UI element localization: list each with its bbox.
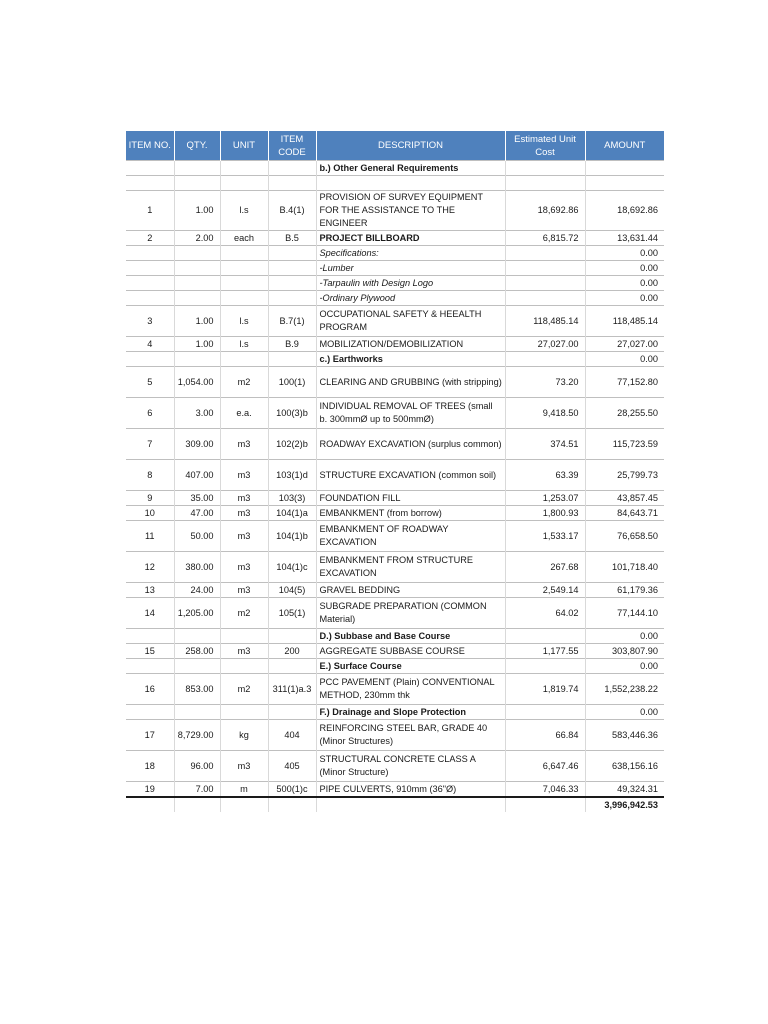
cell-amount: 303,807.90 xyxy=(585,644,664,659)
cell-unit: m3 xyxy=(220,429,268,460)
cell-amount: 27,027.00 xyxy=(585,337,664,352)
cell-description: b.) Other General Requirements xyxy=(316,161,505,176)
cell-qty xyxy=(174,659,220,674)
table-row xyxy=(126,291,664,306)
cell-item-no xyxy=(126,246,174,261)
total-spacer xyxy=(220,797,268,812)
cell-unit: m3 xyxy=(220,460,268,491)
cell-unit xyxy=(220,161,268,176)
cell-qty: 8,729.00 xyxy=(174,720,220,751)
cell-item-code: 405 xyxy=(268,751,316,782)
cell-unit: e.a. xyxy=(220,398,268,429)
cell-description: -Ordinary Plywood xyxy=(316,291,505,306)
cell-description: PCC PAVEMENT (Plain) CONVENTIONAL METHOD, 230mm thk xyxy=(316,674,505,705)
table-row xyxy=(126,751,664,782)
cell-amount xyxy=(585,176,664,191)
total-row xyxy=(126,797,664,812)
cell-amount: 77,144.10 xyxy=(585,598,664,629)
cell-description: STRUCTURAL CONCRETE CLASS A (Minor Structure) xyxy=(316,751,505,782)
cell-item-code xyxy=(268,659,316,674)
cell-unit xyxy=(220,659,268,674)
cell-unit: m3 xyxy=(220,751,268,782)
cell-description: PIPE CULVERTS, 910mm (36"Ø) xyxy=(316,782,505,798)
cell-unit xyxy=(220,352,268,367)
cell-description: MOBILIZATION/DEMOBILIZATION xyxy=(316,337,505,352)
table-row xyxy=(126,306,664,337)
cell-amount: 43,857.45 xyxy=(585,491,664,506)
cell-unit: m3 xyxy=(220,521,268,552)
cell-estimated-unit-cost xyxy=(505,352,585,367)
cell-item-code: 500(1)c xyxy=(268,782,316,798)
cell-estimated-unit-cost: 374.51 xyxy=(505,429,585,460)
cell-unit xyxy=(220,629,268,644)
cell-amount: 115,723.59 xyxy=(585,429,664,460)
header-row xyxy=(126,131,664,161)
cell-unit: l.s xyxy=(220,191,268,231)
table-row xyxy=(126,782,664,798)
cell-estimated-unit-cost: 1,819.74 xyxy=(505,674,585,705)
cell-unit: l.s xyxy=(220,306,268,337)
cell-item-no: 6 xyxy=(126,398,174,429)
header-estimated-unit-cost: Estimated Unit Cost xyxy=(505,131,585,161)
cell-amount: 0.00 xyxy=(585,705,664,720)
cell-item-code xyxy=(268,291,316,306)
cell-estimated-unit-cost: 1,177.55 xyxy=(505,644,585,659)
cell-unit xyxy=(220,276,268,291)
cell-unit xyxy=(220,261,268,276)
cell-item-no: 12 xyxy=(126,552,174,583)
cell-description: AGGREGATE SUBBASE COURSE xyxy=(316,644,505,659)
grand-total: 3,996,942.53 xyxy=(585,797,664,812)
cell-description: CLEARING AND GRUBBING (with stripping) xyxy=(316,367,505,398)
cell-qty xyxy=(174,246,220,261)
cell-estimated-unit-cost xyxy=(505,261,585,276)
cell-estimated-unit-cost xyxy=(505,291,585,306)
cell-item-code: 311(1)a.3 xyxy=(268,674,316,705)
cell-estimated-unit-cost xyxy=(505,161,585,176)
cell-item-code: 102(2)b xyxy=(268,429,316,460)
cell-qty: 1,054.00 xyxy=(174,367,220,398)
cell-qty: 50.00 xyxy=(174,521,220,552)
cell-estimated-unit-cost xyxy=(505,629,585,644)
cell-description: STRUCTURE EXCAVATION (common soil) xyxy=(316,460,505,491)
cell-item-no: 16 xyxy=(126,674,174,705)
section-row xyxy=(126,629,664,644)
cell-item-no: 19 xyxy=(126,782,174,798)
cell-description: REINFORCING STEEL BAR, GRADE 40 (Minor Structures) xyxy=(316,720,505,751)
cell-estimated-unit-cost: 6,815.72 xyxy=(505,231,585,246)
cell-item-code: 100(3)b xyxy=(268,398,316,429)
cell-qty: 1.00 xyxy=(174,191,220,231)
cell-description: ROADWAY EXCAVATION (surplus common) xyxy=(316,429,505,460)
cell-item-code: B.9 xyxy=(268,337,316,352)
cell-item-code xyxy=(268,246,316,261)
cell-amount: 0.00 xyxy=(585,261,664,276)
cell-item-code: B.4(1) xyxy=(268,191,316,231)
cell-unit: m3 xyxy=(220,506,268,521)
table-row xyxy=(126,398,664,429)
header-amount: AMOUNT xyxy=(585,131,664,161)
cell-description: PROVISION OF SURVEY EQUIPMENT FOR THE ASSISTANCE TO THE ENGINEER xyxy=(316,191,505,231)
total-spacer xyxy=(505,797,585,812)
header-item-no: ITEM NO. xyxy=(126,131,174,161)
table-row xyxy=(126,429,664,460)
header-qty: QTY. xyxy=(174,131,220,161)
cell-estimated-unit-cost: 7,046.33 xyxy=(505,782,585,798)
cell-description: EMBANKMENT OF ROADWAY EXCAVATION xyxy=(316,521,505,552)
cell-qty xyxy=(174,352,220,367)
boq-body xyxy=(126,161,664,798)
cell-item-code: 404 xyxy=(268,720,316,751)
table-row xyxy=(126,583,664,598)
cell-qty: 47.00 xyxy=(174,506,220,521)
cell-item-no: 11 xyxy=(126,521,174,552)
cell-amount: 0.00 xyxy=(585,276,664,291)
header-description: DESCRIPTION xyxy=(316,131,505,161)
cell-qty: 258.00 xyxy=(174,644,220,659)
cell-estimated-unit-cost: 1,253.07 xyxy=(505,491,585,506)
cell-estimated-unit-cost xyxy=(505,659,585,674)
cell-amount: 118,485.14 xyxy=(585,306,664,337)
total-spacer xyxy=(126,797,174,812)
cell-qty xyxy=(174,176,220,191)
cell-item-no: 17 xyxy=(126,720,174,751)
section-row xyxy=(126,705,664,720)
cell-item-no: 4 xyxy=(126,337,174,352)
cell-qty: 309.00 xyxy=(174,429,220,460)
cell-unit: m xyxy=(220,782,268,798)
cell-description: F.) Drainage and Slope Protection xyxy=(316,705,505,720)
cell-item-no xyxy=(126,176,174,191)
cell-qty: 3.00 xyxy=(174,398,220,429)
header-unit: UNIT xyxy=(220,131,268,161)
cell-estimated-unit-cost xyxy=(505,176,585,191)
cell-estimated-unit-cost: 18,692.86 xyxy=(505,191,585,231)
cell-estimated-unit-cost: 64.02 xyxy=(505,598,585,629)
table-row xyxy=(126,720,664,751)
cell-qty: 1,205.00 xyxy=(174,598,220,629)
cell-description: FOUNDATION FILL xyxy=(316,491,505,506)
table-row xyxy=(126,191,664,231)
cell-amount: 18,692.86 xyxy=(585,191,664,231)
cell-amount xyxy=(585,161,664,176)
cell-unit xyxy=(220,246,268,261)
cell-qty: 853.00 xyxy=(174,674,220,705)
cell-qty xyxy=(174,705,220,720)
cell-qty xyxy=(174,161,220,176)
table-row xyxy=(126,552,664,583)
cell-description: GRAVEL BEDDING xyxy=(316,583,505,598)
cell-estimated-unit-cost: 73.20 xyxy=(505,367,585,398)
header-item-code: ITEM CODE xyxy=(268,131,316,161)
cell-unit: m3 xyxy=(220,583,268,598)
cell-qty: 1.00 xyxy=(174,306,220,337)
cell-item-code xyxy=(268,176,316,191)
cell-estimated-unit-cost xyxy=(505,705,585,720)
cell-estimated-unit-cost: 267.68 xyxy=(505,552,585,583)
cell-amount: 25,799.73 xyxy=(585,460,664,491)
cell-item-code: B.7(1) xyxy=(268,306,316,337)
table-row xyxy=(126,176,664,191)
cell-qty xyxy=(174,291,220,306)
cell-amount: 101,718.40 xyxy=(585,552,664,583)
cell-description: c.) Earthworks xyxy=(316,352,505,367)
cell-estimated-unit-cost xyxy=(505,276,585,291)
table-row xyxy=(126,367,664,398)
cell-item-code xyxy=(268,276,316,291)
cell-unit: each xyxy=(220,231,268,246)
cell-item-no xyxy=(126,261,174,276)
cell-amount: 0.00 xyxy=(585,659,664,674)
table-row xyxy=(126,674,664,705)
cell-item-no: 3 xyxy=(126,306,174,337)
cell-amount: 0.00 xyxy=(585,291,664,306)
cell-amount: 61,179.36 xyxy=(585,583,664,598)
cell-unit: m3 xyxy=(220,491,268,506)
cell-item-code: B.5 xyxy=(268,231,316,246)
cell-item-no: 8 xyxy=(126,460,174,491)
cell-unit: m2 xyxy=(220,367,268,398)
cell-qty: 407.00 xyxy=(174,460,220,491)
cell-description: D.) Subbase and Base Course xyxy=(316,629,505,644)
cell-item-code: 104(1)b xyxy=(268,521,316,552)
cell-qty xyxy=(174,629,220,644)
table-row xyxy=(126,644,664,659)
cell-description xyxy=(316,176,505,191)
cell-item-code xyxy=(268,629,316,644)
cell-estimated-unit-cost: 2,549.14 xyxy=(505,583,585,598)
table-row xyxy=(126,231,664,246)
cell-item-no xyxy=(126,659,174,674)
cell-amount: 0.00 xyxy=(585,352,664,367)
cell-description: PROJECT BILLBOARD xyxy=(316,231,505,246)
cell-amount: 0.00 xyxy=(585,629,664,644)
cell-qty: 1.00 xyxy=(174,337,220,352)
cell-item-code: 100(1) xyxy=(268,367,316,398)
cell-item-code: 105(1) xyxy=(268,598,316,629)
cell-amount: 28,255.50 xyxy=(585,398,664,429)
cell-item-code xyxy=(268,161,316,176)
cell-item-no: 14 xyxy=(126,598,174,629)
cell-amount: 84,643.71 xyxy=(585,506,664,521)
cell-unit: l.s xyxy=(220,337,268,352)
section-row xyxy=(126,161,664,176)
cell-item-code: 103(1)d xyxy=(268,460,316,491)
table-row xyxy=(126,506,664,521)
cell-amount: 49,324.31 xyxy=(585,782,664,798)
cell-qty: 380.00 xyxy=(174,552,220,583)
cell-item-code: 200 xyxy=(268,644,316,659)
bill-of-quantities-sheet xyxy=(126,131,664,812)
cell-unit xyxy=(220,176,268,191)
cell-item-no: 5 xyxy=(126,367,174,398)
cell-qty xyxy=(174,261,220,276)
cell-description: -Lumber xyxy=(316,261,505,276)
cell-amount: 77,152.80 xyxy=(585,367,664,398)
cell-estimated-unit-cost: 63.39 xyxy=(505,460,585,491)
cell-item-no xyxy=(126,161,174,176)
cell-item-code xyxy=(268,352,316,367)
cell-unit: m3 xyxy=(220,644,268,659)
table-row xyxy=(126,460,664,491)
table-row xyxy=(126,246,664,261)
cell-item-no xyxy=(126,705,174,720)
cell-description: Specifications: xyxy=(316,246,505,261)
cell-amount: 638,156.16 xyxy=(585,751,664,782)
table-row xyxy=(126,337,664,352)
cell-item-code: 104(5) xyxy=(268,583,316,598)
cell-item-code: 104(1)c xyxy=(268,552,316,583)
cell-estimated-unit-cost: 27,027.00 xyxy=(505,337,585,352)
table-row xyxy=(126,521,664,552)
table-row xyxy=(126,276,664,291)
cell-item-no xyxy=(126,629,174,644)
section-row xyxy=(126,352,664,367)
cell-estimated-unit-cost xyxy=(505,246,585,261)
cell-estimated-unit-cost: 66.84 xyxy=(505,720,585,751)
cell-item-code xyxy=(268,261,316,276)
cell-unit: m2 xyxy=(220,598,268,629)
cell-amount: 583,446.36 xyxy=(585,720,664,751)
table-row xyxy=(126,598,664,629)
cell-item-code: 103(3) xyxy=(268,491,316,506)
cell-amount: 76,658.50 xyxy=(585,521,664,552)
cell-qty: 96.00 xyxy=(174,751,220,782)
cell-item-no xyxy=(126,352,174,367)
cell-estimated-unit-cost: 1,533.17 xyxy=(505,521,585,552)
cell-qty: 7.00 xyxy=(174,782,220,798)
cell-description: -Tarpaulin with Design Logo xyxy=(316,276,505,291)
total-spacer xyxy=(316,797,505,812)
cell-item-no: 1 xyxy=(126,191,174,231)
cell-unit: kg xyxy=(220,720,268,751)
cell-item-no: 15 xyxy=(126,644,174,659)
cell-estimated-unit-cost: 6,647.46 xyxy=(505,751,585,782)
cell-description: E.) Surface Course xyxy=(316,659,505,674)
table-row xyxy=(126,261,664,276)
cell-description: OCCUPATIONAL SAFETY & HEEALTH PROGRAM xyxy=(316,306,505,337)
total-spacer xyxy=(174,797,220,812)
cell-unit: m2 xyxy=(220,674,268,705)
cell-item-no: 2 xyxy=(126,231,174,246)
cell-description: EMBANKMENT (from borrow) xyxy=(316,506,505,521)
cell-estimated-unit-cost: 1,800.93 xyxy=(505,506,585,521)
cell-amount: 1,552,238.22 xyxy=(585,674,664,705)
cell-item-no: 18 xyxy=(126,751,174,782)
cell-estimated-unit-cost: 118,485.14 xyxy=(505,306,585,337)
cell-unit xyxy=(220,291,268,306)
table-row xyxy=(126,491,664,506)
cell-item-no: 10 xyxy=(126,506,174,521)
cell-description: SUBGRADE PREPARATION (COMMON Material) xyxy=(316,598,505,629)
cell-unit xyxy=(220,705,268,720)
cell-item-no: 9 xyxy=(126,491,174,506)
boq-table xyxy=(126,131,664,812)
cell-item-no xyxy=(126,276,174,291)
cell-item-code: 104(1)a xyxy=(268,506,316,521)
cell-qty: 2.00 xyxy=(174,231,220,246)
cell-qty xyxy=(174,276,220,291)
cell-item-no xyxy=(126,291,174,306)
cell-amount: 13,631.44 xyxy=(585,231,664,246)
cell-item-no: 7 xyxy=(126,429,174,460)
section-row xyxy=(126,659,664,674)
cell-description: INDIVIDUAL REMOVAL OF TREES (small b. 300mmØ up to 500mmØ) xyxy=(316,398,505,429)
total-spacer xyxy=(268,797,316,812)
cell-item-code xyxy=(268,705,316,720)
cell-unit: m3 xyxy=(220,552,268,583)
cell-qty: 35.00 xyxy=(174,491,220,506)
cell-amount: 0.00 xyxy=(585,246,664,261)
cell-item-no: 13 xyxy=(126,583,174,598)
cell-estimated-unit-cost: 9,418.50 xyxy=(505,398,585,429)
cell-description: EMBANKMENT FROM STRUCTURE EXCAVATION xyxy=(316,552,505,583)
cell-qty: 24.00 xyxy=(174,583,220,598)
